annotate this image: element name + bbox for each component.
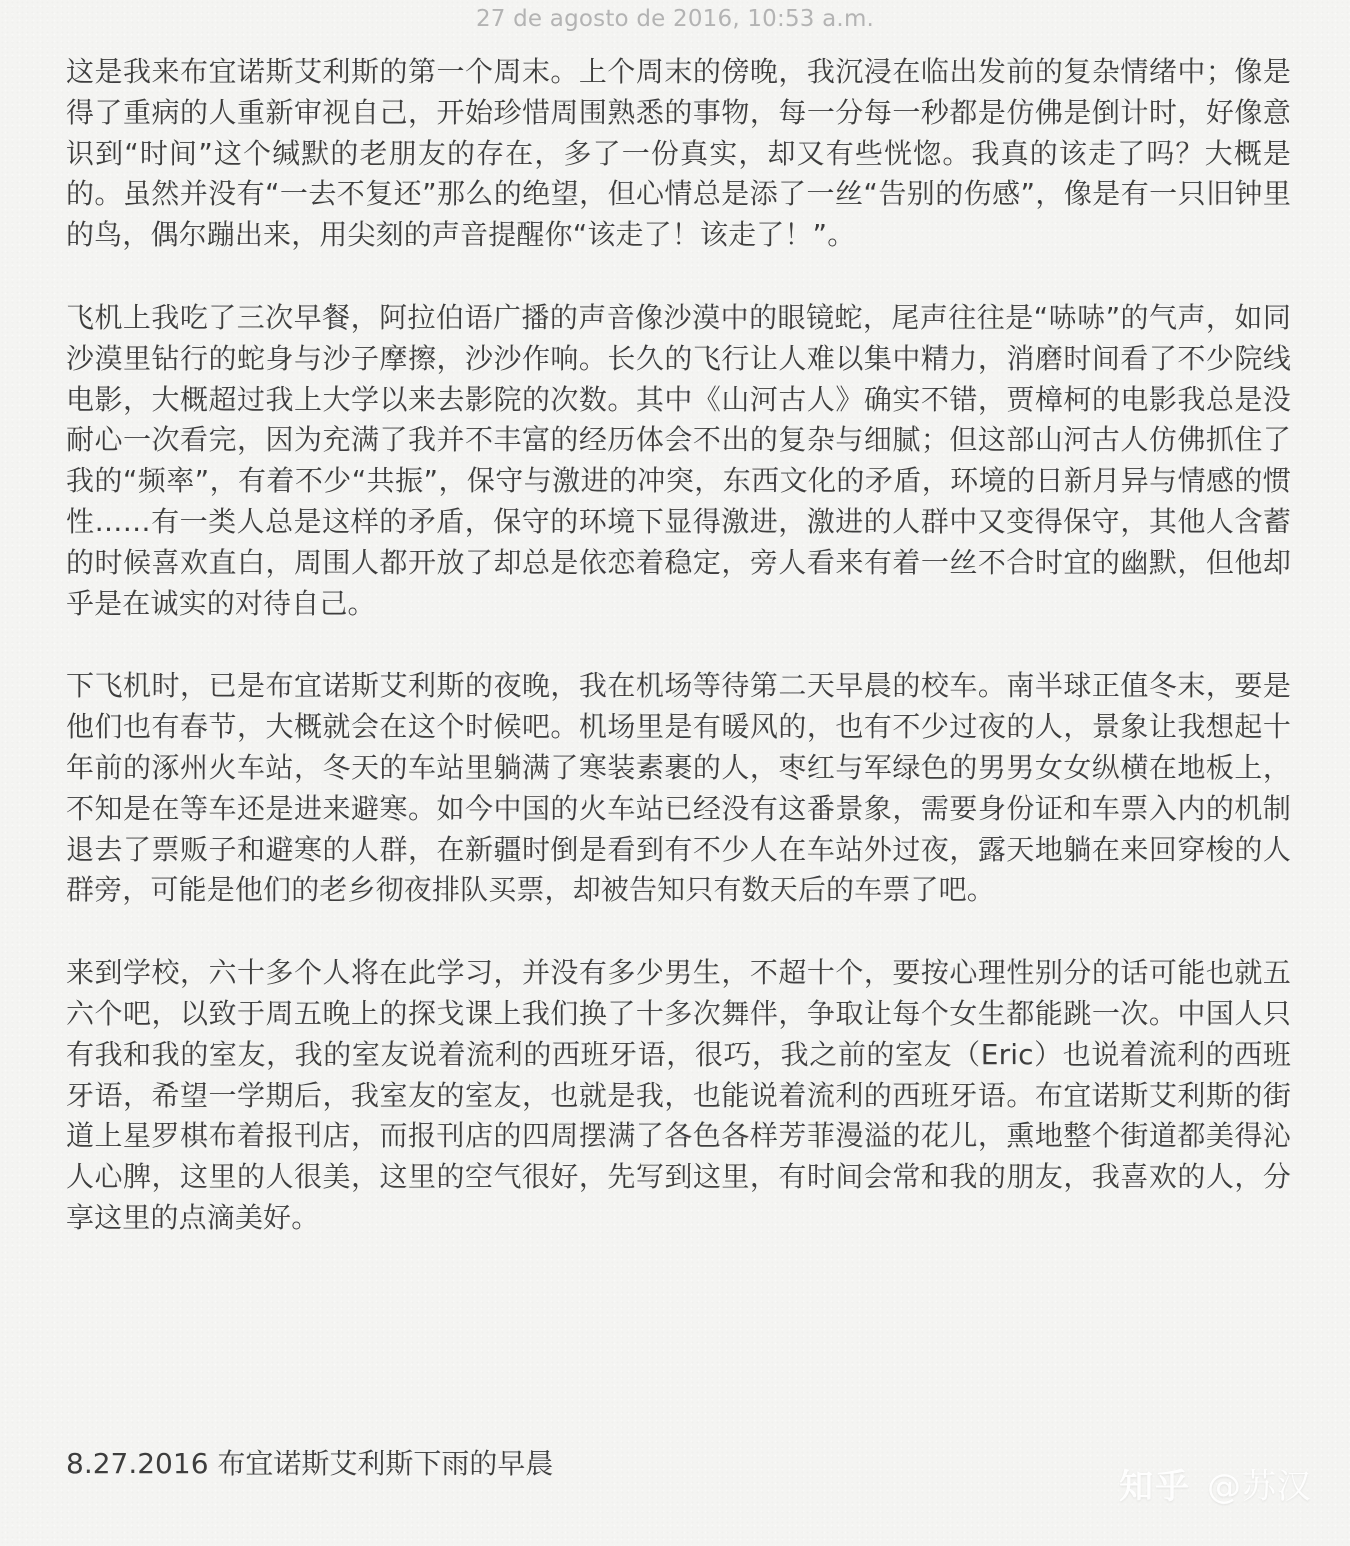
zhihu-watermark [1119, 1467, 1312, 1507]
paragraph-1: 这是我来布宜诺斯艾利斯的第一个周末。上个周末的傍晚，我沉浸在临出发前的复杂情绪中；像是得了重病的人重新审视自己，开始珍惜周围熟悉的事物，每一分每一秒都是仿佛是倒计时，好像意识到“时间”这个缄默的老朋友的存在，多了一份真实，却又有些恍惚。我真的该走了吗？大概是的。虽然并没有“一去不复还”那么的绝望，但心情总是添了一丝“告别的伤感”，像是有一只旧钟里的鸟，偶尔蹦出来，用尖刻的声音提醒你“该走了！该走了！”。 [66, 55, 1291, 252]
paragraph-4: 来到学校，六十多个人将在此学习，并没有多少男生，不超十个，要按心理性别分的话可能也就五六个吧，以致于周五晚上的探戈课上我们换了十多次舞伴，争取让每个女生都能跳一次。中国人只有我和我的室友，我的室友说着流利的西班牙语，很巧，我之前的室友（Eric）也说着流利的西班牙语，希望一学期后，我室友的室友，也就是我，也能说着流利的西班牙语。布宜诺斯艾利斯的街道上星罗棋布着报刊店，而报刊店的四周摆满了各色各样芳菲漫溢的花儿，熏地整个街道都美得沁人心脾，这里的人很美，这里的空气很好，先写到这里，有时间会常和我的朋友，我喜欢的人，分享这里的点滴美好。 [66, 956, 1291, 1234]
paragraph-3: 下飞机时，已是布宜诺斯艾利斯的夜晚，我在机场等待第二天早晨的校车。南半球正值冬末，要是他们也有春节，大概就会在这个时候吧。机场里是有暖风的，也有不少过夜的人，景象让我想起十年前的涿州火车站，冬天的车站里躺满了寒装素裹的人，枣红与军绿色的男男女女纵横在地板上，不知是在等车还是进来避寒。如今中国的火车站已经没有这番景象，需要身份证和车票入内的机制退去了票贩子和避寒的人群，在新疆时倒是看到有不少人在车站外过夜，露天地躺在来回穿梭的人群旁，可能是他们的老乡彻夜排队买票，却被告知只有数天后的车票了吧。 [66, 669, 1291, 907]
note-body[interactable] [66, 52, 1291, 1281]
paragraph-2: 飞机上我吃了三次早餐，阿拉伯语广播的声音像沙漠中的眼镜蛇，尾声往往是“哧哧”的气声，如同沙漠里钻行的蛇身与沙子摩擦，沙沙作响。长久的飞行让人难以集中精力，消磨时间看了不少院线电影，大概超过我上大学以来去影院的次数。其中《山河古人》确实不错，贾樟柯的电影我总是没耐心一次看完，因为充满了我并不丰富的经历体会不出的复杂与细腻；但这部山河古人仿佛抓住了我的“频率”，有着不少“共振”，保守与激进的冲突，东西文化的矛盾，环境的日新月异与情感的惯性……有一类人总是这样的矛盾，保守的环境下显得激进，激进的人群中又变得保守，其他人含蓄的时候喜欢直白，周围人都开放了却总是依恋着稳定，旁人看来有着一丝不合时宜的幽默，但他却乎是在诚实的对待自己。 [66, 300, 1291, 620]
zhihu-logo: 知乎 [1119, 1467, 1191, 1507]
note-date: 27 de agosto de 2016, 10:53 a.m. [475, 6, 875, 32]
note-signature: 8.27.2016 布宜诺斯艾利斯下雨的早晨 [66, 1447, 554, 1480]
author-handle: @苏汉 [1207, 1467, 1312, 1507]
